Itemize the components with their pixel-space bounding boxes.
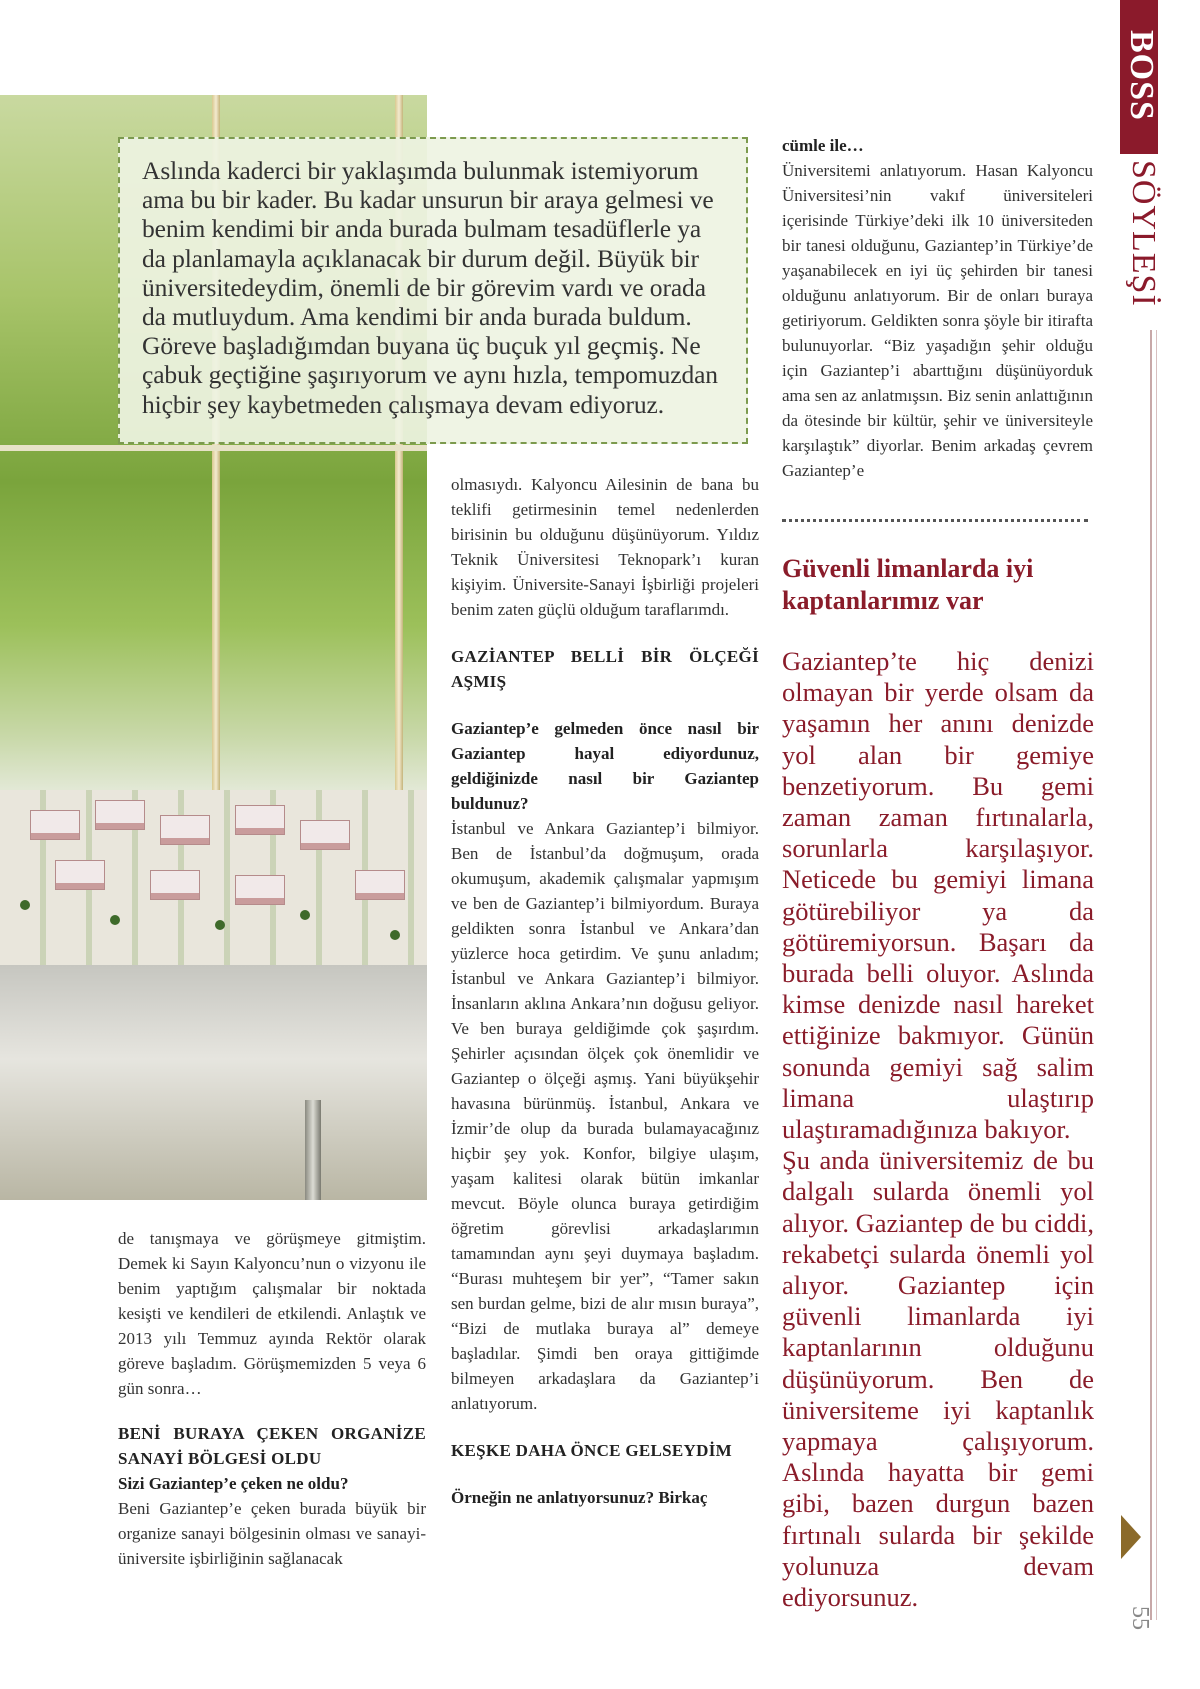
section-heading: KEŞKE DAHA ÖNCE GELSEYDİM xyxy=(451,1441,732,1460)
window-frame xyxy=(0,445,427,451)
model-building xyxy=(355,870,405,900)
interview-question-continued: cümle ile… xyxy=(782,136,864,155)
magazine-brand-tab xyxy=(1120,0,1158,154)
body-paragraph: Beni Gaziantep’e çeken burada büyük bir organize sanayi bölgesinin olması ve sanayi-üniversite işbirliğinin sağlanacak xyxy=(118,1499,426,1568)
section-heading: BENİ BURAYA ÇEKEN ORGANİZE SANAYİ BÖLGESİ OLDU xyxy=(118,1424,426,1468)
model-table xyxy=(0,965,427,1200)
body-paragraph: de tanışmaya ve görüşmeye gitmiştim. Demek ki Sayın Kalyoncu’nun o vizyonu ile benim yaptığım çalışmalar bir noktada kesişti ve kendileri de etkilendi. Anlaştık ve 2013 yılı Temmuz ayında Rektör olarak göreve başladım. Görüşmemizden 5 veya 6 gün sonra… xyxy=(118,1229,426,1398)
sidebar-rule xyxy=(1150,330,1152,1620)
brand-name: BOSS xyxy=(1123,30,1160,121)
model-building xyxy=(95,800,145,830)
model-tree xyxy=(20,900,30,910)
page-number: 55 xyxy=(1127,1606,1153,1630)
campus-scale-model xyxy=(0,790,427,965)
dotted-divider xyxy=(782,519,1088,522)
model-building xyxy=(300,820,350,850)
body-paragraph: İstanbul ve Ankara Gaziantep’i bilmiyor. Ben de İstanbul’da doğmuşum, orada okumuşum, akademik çalışmalar yapmışım ve ben de Gaziantep’i bilmiyordum. Buraya geldikten sonra İstanbul ve Ankara’dan yüzlerce hoca getirdim. Ve şunu anladım; İstanbul ve Ankara Gaziantep’i bilmiyor. İnsanların aklına Ankara’nın doğusu geliyor. Ve ben buraya geldiğimde çok şaşırdım. Şehirler açısından ölçek çok önemlidir ve Gaziantep o ölçeği aşmış. Yani büyükşehir havasına bürünmüş. İstanbul, Ankara ve İzmir’de olup da burada bulamayacağınız hiçbir şey yok. Konfor, bilgiye ulaşım, yaşam kalitesi olarak bütün imkanlar mevcut. Böyle olunca buraya getirdiğim öğretim görevlisi arkadaşlarımın tamamından aynı şeyi duymaya başladım. “Burası muhteşem bir yer”, “Tamer sakın sen burdan gelme, bizi de alır mısın buraya”, “Bizi de mutlaka buraya al” demeye başladılar. Şimdi ben oraya gittiğimde bilmeyen arkadaşlara da Gaziantep’i anlatıyorum. xyxy=(451,819,759,1413)
interview-question: Gaziantep’e gelmeden önce nasıl bir Gaziantep hayal ediyordunuz, geldiğinizde nasıl bir Gaziantep buldunuz? xyxy=(451,719,759,813)
model-tree xyxy=(110,915,120,925)
quote-box xyxy=(118,137,748,444)
pull-quote xyxy=(782,646,1094,1613)
body-paragraph: Üniversitemi anlatıyorum. Hasan Kalyoncu Üniversitesi’nin vakıf üniversiteleri içerisinde Türkiye’deki ilk 10 üniversiteden bir tanesi olduğunu, Gaziantep’in Türkiye’de yaşanabilecek en iyi üç şehirden bir tanesi olduğunu anlatıyorum. Bir de onları buraya getiriyorum. Geldikten sonra şöyle bir itirafta bulunuyorlar. “Biz yaşadığın şehir olduğu için Gaziantep’i abarttığını düşünüyorduk ama sen az anlatmışsın. Biz senin anlattığının da ötesinde bir kültür, şehir ve üniversiteyle karşılaştık” diyorlar. Benim arkadaş çevrem Gaziantep’e xyxy=(782,161,1093,480)
column-2 xyxy=(451,472,759,1510)
column-1 xyxy=(118,1226,426,1571)
model-tree xyxy=(215,920,225,930)
next-page-arrow-icon xyxy=(1121,1515,1141,1559)
model-building xyxy=(150,870,200,900)
model-building xyxy=(160,815,210,845)
pull-quote-paragraph: Şu anda üniversitemiz de bu dalgalı sularda önemli yol alıyor. Gaziantep de bu ciddi, rekabetçi sularda önemli yol alıyor. Gaziantep için güvenli limanlarda iyi kaptanlarının olduğunu düşünüyorum. Ben de üniversiteme iyi kaptanlık yapmaya çalışıyorum. Aslında hayatta bir gemi gibi, bazen durgun bazen fırtınalı sularda bir şekilde yolunuza devam ediyorsunuz. xyxy=(782,1145,1095,1613)
model-building xyxy=(30,810,80,840)
table-leg xyxy=(305,1100,321,1200)
interview-question: Örneğin ne anlatıyorsunuz? Birkaç xyxy=(451,1488,708,1507)
section-heading: GAZİANTEP BELLİ BİR ÖLÇEĞİ AŞMIŞ xyxy=(451,647,759,691)
interview-question: Sizi Gaziantep’e çeken ne oldu? xyxy=(118,1474,349,1493)
model-building xyxy=(235,805,285,835)
body-paragraph: olmasıydı. Kalyoncu Ailesinin de bana bu teklifi getirmesinin temel nedenlerden birisinin bu olduğunu düşünüyorum. Yıldız Teknik Üniversitesi Teknopark’ı kuran kişiyim. Üniversite-Sanayi İşbirliği projeleri benim zaten güçlü olduğum taraflarımdı. xyxy=(451,475,759,619)
subheading: Güvenli limanlarda iyi kaptanlarımız var xyxy=(782,554,1034,615)
pull-quote-paragraph: Gaziantep’te hiç denizi olmayan bir yerde olsam da yaşamın her anını denizde yol alan bir gemiye benzetiyorum. Bu gemi zaman zaman fırtınalarla, sorunlarla karşılaşıyor. Neticede bu gemiyi limana götürebiliyor ya da götüremiyorsun. Başarı da burada belli oluyor. Aslında kimse denizde nasıl hareket ettiğinize bakmıyor. Günün sonunda gemiyi sağ salim limana ulaştırıp ulaştıramadığınıza bakıyor. xyxy=(782,646,1094,1145)
model-building xyxy=(235,875,285,905)
sidebar-rule xyxy=(1156,330,1157,1620)
model-tree xyxy=(300,910,310,920)
quote-text: Aslında kaderci bir yaklaşımda bulunmak istemiyorum ama bu bir kader. Bu kadar unsurun bir araya gelmesi ve benim kendimi bir anda burada bulmam tesadüflerle ya da planlamayla açıklanacak bir durum değil. Büyük bir üniversitedeydim, önemli de bir görevim vardı ve orada da mutluydum. Ama kendimi bir anda burada buldum. Göreve başladığımdan buyana üç buçuk yıl geçmiş. Ne çabuk geçtiğine şaşırıyorum ve aynı hızla, tempomuzdan hiçbir şey kaybetmeden çalışmaya devam ediyoruz. xyxy=(142,156,718,419)
model-tree xyxy=(390,930,400,940)
column-3 xyxy=(782,133,1093,483)
model-building xyxy=(55,860,105,890)
section-label: SÖYLEŞİ xyxy=(1125,160,1162,307)
